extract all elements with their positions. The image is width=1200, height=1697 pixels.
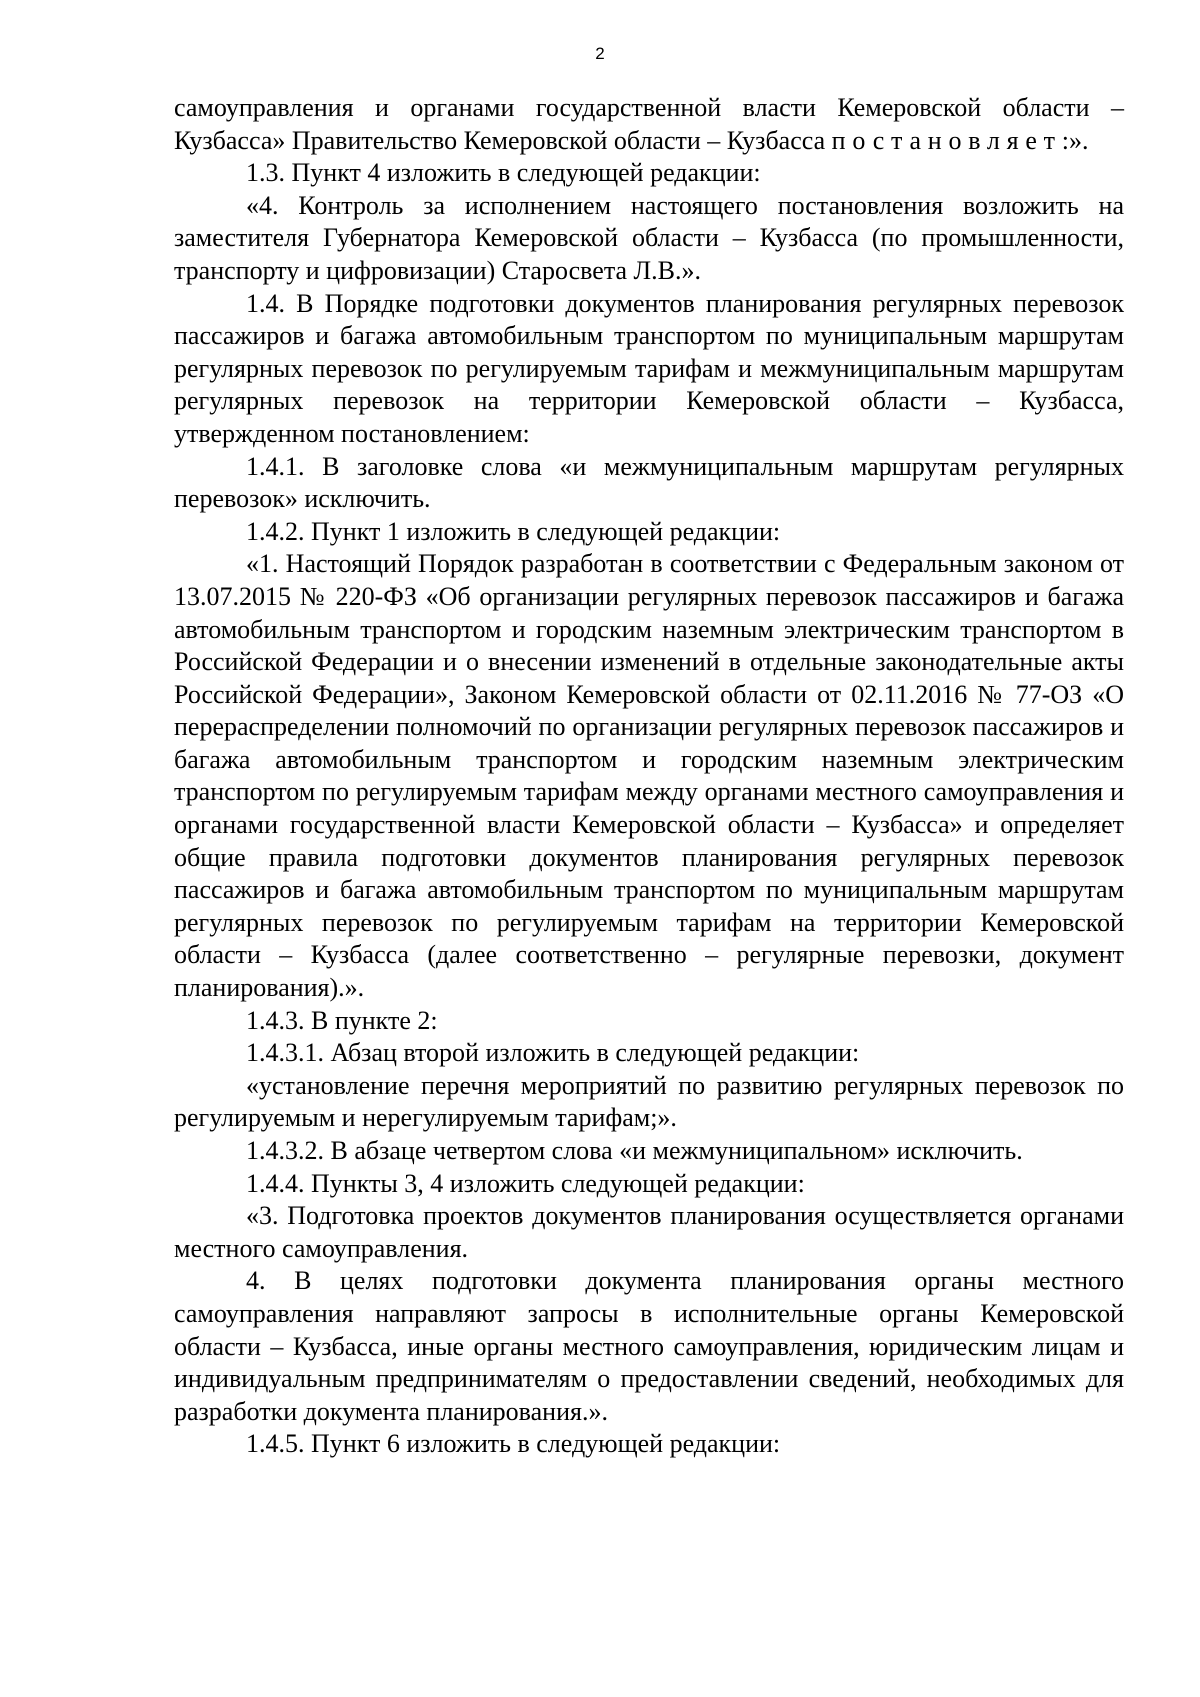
paragraph-1-4-3: 1.4.3. В пункте 2: — [246, 1005, 438, 1035]
spaced-word: постановляет — [831, 125, 1062, 155]
paragraph-quote-establishment: «установление перечня мероприятий по развитию регулярных перевозок по регулируемым и нерегулируемым тарифам;». — [174, 1070, 1124, 1133]
paragraph-tail: :». — [1061, 125, 1089, 155]
paragraph-1-3: 1.3. Пункт 4 изложить в следующей редакции: — [246, 158, 761, 188]
paragraph-quote-3: «3. Подготовка проектов документов планирования осуществляется органами местного самоуправления. — [174, 1201, 1124, 1263]
paragraph-quote-1: «1. Настоящий Порядок разработан в соответствии с Федеральным законом от 13.07.2015 № 220-ФЗ «Об организации регулярных перевозок пассажиров и багажа автомобильным транспортом и городским наземным электрическим транспортом в Российской Федерации и о внесении изменений в отдельные законодательные акты Российской Федерации», Законом Кемеровской области от 02.11.2016 № 77-ОЗ «О перераспределении полномочий по организации регулярных перевозок пассажиров и багажа автомобильным транспортом и городским наземным электрическим транспортом по регулируемым тарифам между органами местного самоуправления и органами государственной власти Кемеровской области – Кузбасса» и определяет общие правила подготовки документов планирования регулярных перевозок пассажиров и багажа автомобильным транспортом по муниципальным маршрутам регулярных перевозок по регулируемым тарифам на территории Кемеровской области – Кузбасса (далее соответственно – регулярные перевозки, документ планирования).». — [174, 549, 1124, 1003]
paragraph-continuation — [174, 92, 1124, 157]
paragraph-text: самоуправления и органами государственной власти Кемеровской области – Кузбасса» Правительство Кемеровской области – Кузбасса — [174, 93, 1124, 155]
paragraph-1-4-5: 1.4.5. Пункт 6 изложить в следующей редакции: — [246, 1429, 781, 1459]
document-body — [174, 92, 1124, 1461]
paragraph-1-4-1: 1.4.1. В заголовке слова «и межмуниципальным маршрутам регулярных перевозок» исключить. — [174, 451, 1124, 514]
paragraph-item-4: 4. В целях подготовки документа планирования органы местного самоуправления направляют запросы в исполнительные органы Кемеровской области – Кузбасса, иные органы местного самоуправления, юридическим лицам и индивидуальным предпринимателям о предоставлении сведений, необходимых для разработки документа планирования.». — [174, 1266, 1124, 1426]
paragraph-1-4: 1.4. В Порядке подготовки документов планирования регулярных перевозок пассажиров и багажа автомобильным транспортом по муниципальным маршрутам регулярных перевозок по регулируемым тарифам и межмуниципальным маршрутам регулярных перевозок на территории Кемеровской области – Кузбасса, утвержденном постановлением: — [174, 288, 1124, 448]
paragraph-1-4-2: 1.4.2. Пункт 1 изложить в следующей редакции: — [246, 516, 781, 546]
paragraph-1-4-3-1: 1.4.3.1. Абзац второй изложить в следующей редакции: — [246, 1038, 860, 1068]
paragraph-1-4-3-2: 1.4.3.2. В абзаце четвертом слова «и межмуниципальном» исключить. — [246, 1136, 1023, 1165]
paragraph-1-4-4: 1.4.4. Пункты 3, 4 изложить следующей редакции: — [246, 1168, 805, 1198]
page-number: 2 — [595, 44, 605, 63]
paragraph-quote-4: «4. Контроль за исполнением настоящего постановления возложить на заместителя Губернатора Кемеровской области – Кузбасса (по промышленности, транспорту и цифровизации) Старосвета Л.В.». — [174, 190, 1124, 285]
